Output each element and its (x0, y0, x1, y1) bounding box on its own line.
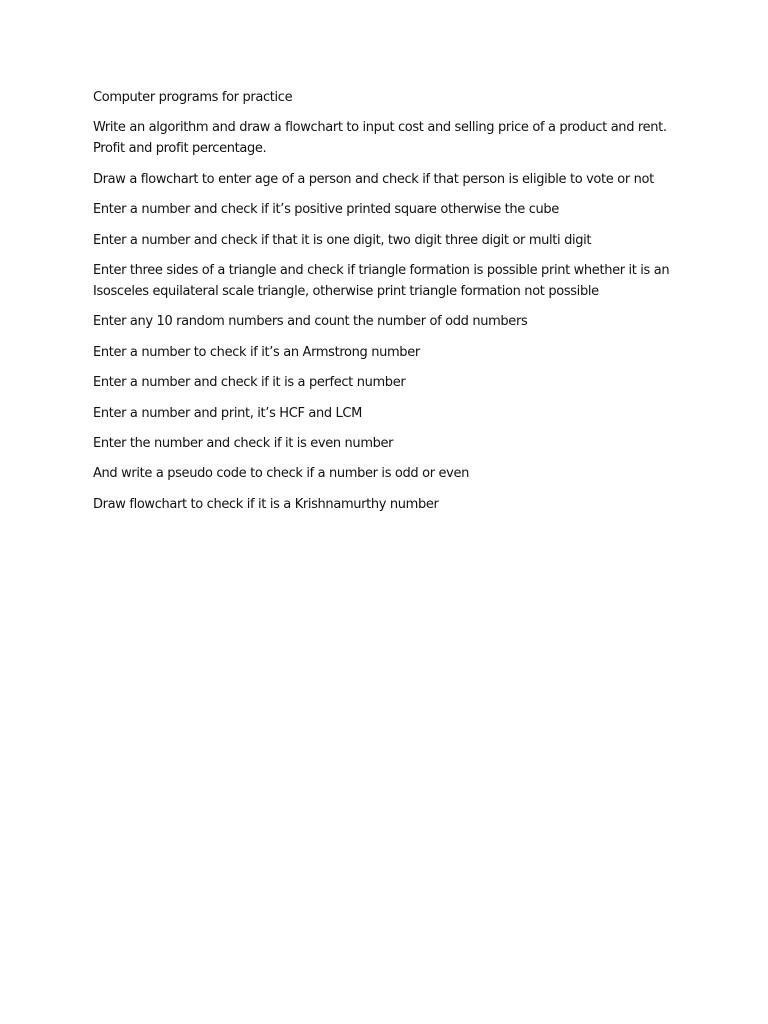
paragraph: Write an algorithm and draw a flowchart to input cost and selling price of a product and rent. Profit and profit percentage. (93, 120, 667, 157)
paragraph: Enter three sides of a triangle and check if triangle formation is possible print whether it is an Isosceles equilateral scale triangle, otherwise print triangle formation not possible (93, 262, 670, 299)
document-title: Computer programs for practice (93, 90, 293, 105)
paragraph: Draw flowchart to check if it is a Krishnamurthy number (93, 496, 439, 512)
paragraph: Enter any 10 random numbers and count the number of odd numbers (93, 314, 528, 330)
paragraph: Enter a number to check if it’s an Armstrong number (93, 344, 420, 360)
paragraph: Enter a number and check if it is a perfect number (93, 375, 406, 391)
paragraph: Enter a number and print, it’s HCF and LCM (93, 405, 363, 421)
paragraph: Draw a flowchart to enter age of a person and check if that person is eligible to vote or not (93, 171, 654, 187)
document-body (93, 87, 693, 524)
paragraph: And write a pseudo code to check if a number is odd or even (93, 466, 469, 482)
paragraph: Enter the number and check if it is even number (93, 435, 394, 451)
paragraph: Enter a number and check if that it is one digit, two digit three digit or multi digit (93, 232, 592, 248)
paragraph: Enter a number and check if it’s positive printed square otherwise the cube (93, 202, 559, 218)
